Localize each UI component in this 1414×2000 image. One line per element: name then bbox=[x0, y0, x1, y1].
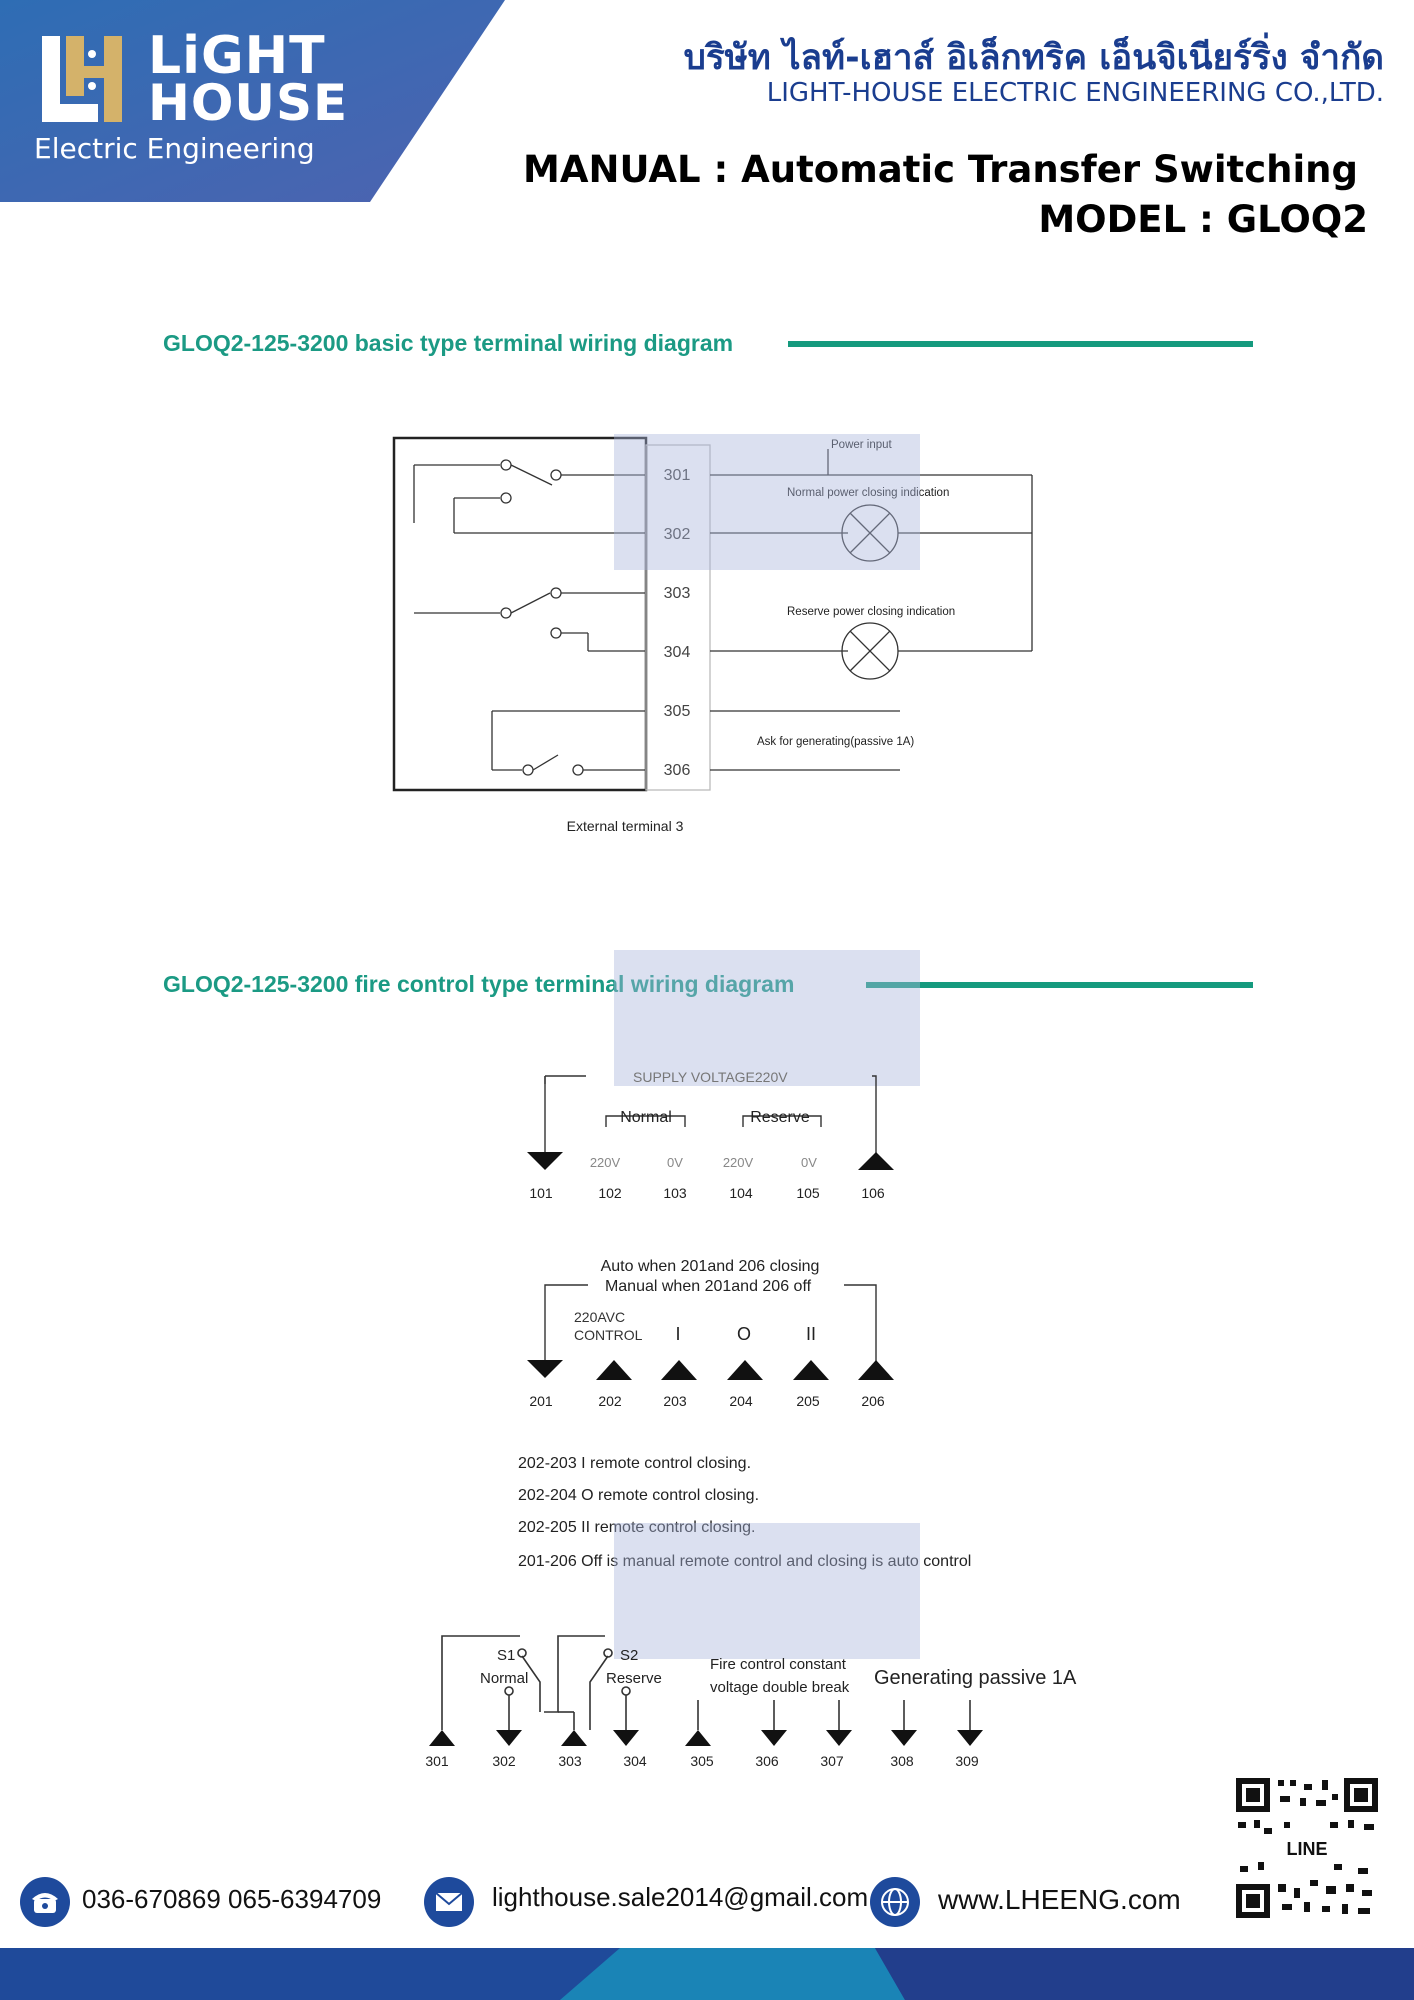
group-normal-label: Normal bbox=[620, 1109, 672, 1126]
control-label-2: CONTROL bbox=[574, 1327, 643, 1343]
volt-label-1: 220V bbox=[589, 1155, 621, 1170]
terminal-arrow-204 bbox=[727, 1360, 763, 1380]
label-power-input: Power input bbox=[831, 439, 892, 451]
terminal-305: 305 bbox=[663, 703, 691, 720]
terminal-206: 206 bbox=[861, 1393, 885, 1409]
terminal-203: 203 bbox=[663, 1393, 687, 1409]
terminal-102: 102 bbox=[598, 1185, 622, 1201]
note-202-205: 202-205 II remote control closing. bbox=[518, 1519, 756, 1536]
terminal-arrow-303b bbox=[561, 1730, 587, 1746]
company-name-english: LIGHT-HOUSE ELECTRIC ENGINEERING CO.,LTD. bbox=[766, 78, 1384, 108]
section-title-fire: GLOQ2-125-3200 fire control type terminal wiring diagram bbox=[163, 971, 795, 997]
company-name-thai: บริษัท ไลท์-เฮาส์ อิเล็กทริค เอ็นจิเนียร์ริ่ง จำกัด bbox=[683, 38, 1384, 78]
fire-control-terminal-diagram bbox=[410, 1620, 1090, 1770]
terminal-arrow-302b bbox=[496, 1730, 522, 1746]
section-title-basic: GLOQ2-125-3200 basic type terminal wiring diagram bbox=[163, 330, 734, 356]
phone-icon bbox=[20, 1877, 70, 1927]
label-normal-indication: Normal power closing indication bbox=[787, 487, 950, 499]
terminal-205: 205 bbox=[796, 1393, 820, 1409]
terminal-202: 202 bbox=[598, 1393, 622, 1409]
fire-label-1: Fire control constant bbox=[710, 1656, 846, 1673]
terminal-204: 204 bbox=[729, 1393, 753, 1409]
symbol-II: II bbox=[805, 1324, 817, 1344]
terminal-arrow-205 bbox=[793, 1360, 829, 1380]
terminal-101: 101 bbox=[529, 1185, 553, 1201]
auto-label: Auto when 201and 206 closing bbox=[600, 1258, 820, 1275]
group-reserve-label: Reserve bbox=[750, 1109, 810, 1126]
terminal-306: 306 bbox=[663, 762, 691, 779]
symbol-I: I bbox=[675, 1324, 681, 1344]
logo-word-light: LiGHT bbox=[148, 26, 326, 86]
terminal-arrow-202 bbox=[596, 1360, 632, 1380]
terminal-304: 304 bbox=[663, 644, 691, 661]
footer-phone: 036-670869 065-6394709 bbox=[82, 1884, 382, 1914]
terminal-303b: 303 bbox=[558, 1753, 582, 1769]
terminal-arrow-201 bbox=[527, 1360, 563, 1378]
terminal-305b: 305 bbox=[690, 1753, 714, 1769]
email-icon bbox=[424, 1877, 474, 1927]
s1-label: S1 bbox=[497, 1647, 516, 1664]
terminal-arrow-308b bbox=[891, 1730, 917, 1746]
terminal-106: 106 bbox=[861, 1185, 885, 1201]
section-rule-basic bbox=[788, 341, 1253, 347]
terminal-arrow-206 bbox=[858, 1360, 894, 1380]
terminal-201: 201 bbox=[529, 1393, 553, 1409]
terminal-arrow-307b bbox=[826, 1730, 852, 1746]
generating-label: Generating passive 1A bbox=[874, 1667, 1077, 1689]
globe-icon bbox=[870, 1877, 920, 1927]
fire-label-2: voltage double break bbox=[710, 1679, 850, 1696]
qr-line-label: LINE bbox=[1286, 1839, 1328, 1859]
symbol-O: O bbox=[736, 1324, 752, 1344]
terminal-arrow-101 bbox=[527, 1152, 563, 1170]
logo-word-house: HOUSE bbox=[148, 74, 349, 132]
logo-subtitle: Electric Engineering bbox=[34, 132, 315, 165]
volt-label-4: 0V bbox=[801, 1155, 817, 1170]
terminal-arrow-306b bbox=[761, 1730, 787, 1746]
footer-email[interactable]: lighthouse.sale2014@gmail.com bbox=[492, 1882, 869, 1912]
diagram-caption: External terminal 3 bbox=[566, 818, 684, 834]
lighthouse-logo-icon bbox=[42, 36, 132, 122]
s1-normal-label: Normal bbox=[480, 1670, 529, 1687]
s2-label: S2 bbox=[620, 1647, 639, 1664]
terminal-arrow-106 bbox=[858, 1152, 894, 1170]
terminal-103: 103 bbox=[663, 1185, 687, 1201]
supply-voltage-label: SUPPLY VOLTAGE220V bbox=[633, 1069, 788, 1085]
terminal-309b: 309 bbox=[955, 1753, 979, 1769]
terminal-302b: 302 bbox=[492, 1753, 516, 1769]
manual-title: MANUAL : Automatic Transfer Switching bbox=[523, 148, 1358, 191]
terminal-301b: 301 bbox=[425, 1753, 449, 1769]
terminal-arrow-203 bbox=[661, 1360, 697, 1380]
terminal-arrow-301b bbox=[429, 1730, 455, 1746]
terminal-arrow-309b bbox=[957, 1730, 983, 1746]
note-202-204: 202-204 O remote control closing. bbox=[518, 1487, 760, 1504]
volt-label-2: 0V bbox=[667, 1155, 683, 1170]
note-201-206: 201-206 Off is manual remote control and closing is auto control bbox=[518, 1553, 972, 1570]
section-rule-fire bbox=[866, 982, 1253, 988]
footer-website[interactable]: www.LHEENG.com bbox=[938, 1884, 1181, 1915]
terminal-303: 303 bbox=[663, 585, 691, 602]
terminal-302: 302 bbox=[663, 526, 691, 543]
terminal-105: 105 bbox=[796, 1185, 820, 1201]
terminal-arrow-305b bbox=[685, 1730, 711, 1746]
terminal-arrow-304b bbox=[613, 1730, 639, 1746]
footer-color-bar bbox=[0, 1948, 1414, 2000]
label-ask-generating: Ask for generating(passive 1A) bbox=[757, 736, 915, 748]
terminal-308b: 308 bbox=[890, 1753, 914, 1769]
line-qr-code[interactable] bbox=[1234, 1776, 1380, 1920]
terminal-306b: 306 bbox=[755, 1753, 779, 1769]
terminal-307b: 307 bbox=[820, 1753, 844, 1769]
s2-reserve-label: Reserve bbox=[606, 1670, 662, 1687]
note-202-203: 202-203 I remote control closing. bbox=[518, 1455, 752, 1472]
terminal-301: 301 bbox=[663, 467, 691, 484]
terminal-104: 104 bbox=[729, 1185, 753, 1201]
fire-control-wiring-diagram bbox=[410, 1060, 1090, 1580]
terminal-304b: 304 bbox=[623, 1753, 647, 1769]
label-reserve-indication: Reserve power closing indication bbox=[787, 606, 956, 618]
volt-label-3: 220V bbox=[722, 1155, 754, 1170]
control-label-1: 220AVC bbox=[574, 1309, 626, 1325]
watermark-logo-1 bbox=[614, 434, 920, 570]
model-title: MODEL : GLOQ2 bbox=[1038, 198, 1368, 241]
manual-label: Manual when 201and 206 off bbox=[604, 1278, 812, 1295]
